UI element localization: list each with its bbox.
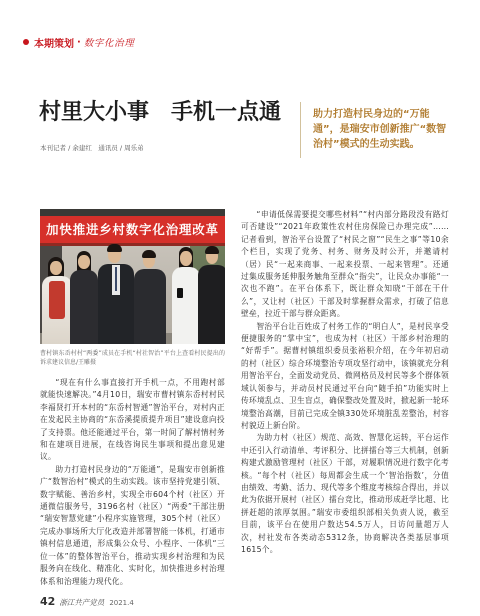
article-photo	[40, 209, 225, 344]
bullet-dot-icon	[23, 39, 29, 45]
article-column-right	[241, 209, 449, 594]
issue-number: 2021.4	[109, 599, 134, 607]
body-paragraph: 智治平台让百姓成了村务工作的“明白人”，是村民享受便捷服务的“掌中宝”，也成为村（社区）干部乡村治理的“好帮手”。据曹村镇组织委员张裕积介绍，在今年初启动的村（社区）综合环境整治专项攻坚行动中，该镇就充分利用智治平台，全面发动党员、微网格员及村民等多个群体领域认领参与，并动员村民通过平台向“随手拍”功能实时上传环境乱点、卫生盲点，确保整改处置及时，掀起新一轮环境整治高潮，目前已完成全镇330处环境脏乱差整治，村容村貌迈上新台阶。	[241, 321, 449, 430]
person-face	[78, 255, 90, 269]
section-label: 本期策划	[34, 38, 74, 50]
phone-icon	[177, 288, 183, 298]
person-face	[50, 261, 62, 275]
article-deck	[300, 102, 452, 158]
publication-name: 浙江共产党员	[59, 598, 105, 607]
photo-caption: 曹村镇东岙村村“两委”成员在手机“村社智治”平台上查看村民提出的诉求建议信息/王雕摄	[40, 350, 225, 366]
article-byline: 本刊记者 / 余建红 通讯员 / 周乐弟	[40, 144, 144, 152]
person-body	[172, 267, 200, 344]
person-body	[70, 270, 98, 344]
article-title: 村里大小事 手机一点通	[39, 100, 282, 125]
photo-banner: 加快推进乡村数字化治理改革	[40, 216, 225, 243]
section-tag	[23, 35, 134, 49]
person-tie	[115, 267, 117, 291]
person-face	[180, 251, 192, 266]
photo-banner-edge	[40, 243, 225, 246]
body-paragraph: 助力打造村民身边的“万能通”，是瑞安市创新推广“数智治村”模式的生动实践。该市坚持党建引领、数字赋能、善治乡村，实现全市604个村（社区）开通微信服务号，3196名村（社区）“两委”干部注册“瑞安智慧党建”小程序实施管理，305个村（社区）完成办事场所大厅化改造并部署智能一体机，打通市镇村信息通道，形成集公众号、小程序、一体机“三位一体”的整体智治平台，推动实现乡村治理和为民服务向在线化、精准化、实时化，加快推进乡村治理体系和治理能力现代化。	[40, 464, 225, 586]
page-number: 42	[40, 595, 56, 608]
section-separator: ·	[77, 36, 81, 48]
person-hair	[142, 250, 156, 258]
person-hair	[107, 244, 122, 252]
person-body	[134, 269, 166, 344]
body-paragraph: “申请低保需要提交哪些材料”“村内部分路段没有路灯可否建设”“2021年政策性农村住房保险已办理完成”……记者看到，智治平台设置了“村民之窗”“民生之事”等10余个栏目，实现了党务、村务、财务及时公开，并邀请村（居）民“一起来商事、一起来投票、一起来管理”。还通过集成服务延伸服务触角至群众“指尖”，让民众办事能“一次也不跑”。在平台体系下，既让群众知晓“干部在干什么”，又让村（社区）干部及时掌握群众需求，打破了信息壁垒，拉近干部与群众距离。	[241, 210, 449, 319]
deck-text: 助力打造村民身边的“万能通”，是瑞安市创新推广“数智治村”模式的生动实践。	[313, 109, 447, 150]
person-hair	[205, 246, 219, 254]
article-column-left	[40, 377, 225, 593]
body-paragraph: “现在有什么事直接打开手机一点，不用跑村部就能快速解决。”4月10日，瑞安市曹村镇东岙村村民李福贤打开本村的“东岙村智通”智治平台，对村内正在发起民主协商的“东岙溪提质提升项目”建设意向投了支持票。他还能通过平台，第一时间了解村情村务和在建项目进展，在线咨询民生事项和提出意见建议。	[40, 378, 225, 462]
section-topic: 数字化治理	[83, 38, 135, 49]
person-body	[198, 265, 225, 344]
person-red-vest	[49, 281, 65, 319]
page-footer	[40, 595, 134, 607]
body-paragraph: 为助力村（社区）规范、高效、智慧化运转，平台运作中还引入行动清单、考评积分、比拼擂台等三大机制，创新构建式激励管理村（社区）干部，对履职情况进行数字化考核。“每个村（社区）每周都会生成一个‘智治指数’，分值由绩效、考勤、活力、现代等多个维度考核综合得出，并以此为依据开展村（社区）擂台竞比，推动形成赶学比超、比拼赶超的浓厚氛围。”瑞安市委组织部相关负责人说，截至目前，该平台在使用户数达54.5万人，日访问量超万人次，村社发布各类动态5312条，协商解决各类基层事项1615个。	[241, 433, 449, 554]
